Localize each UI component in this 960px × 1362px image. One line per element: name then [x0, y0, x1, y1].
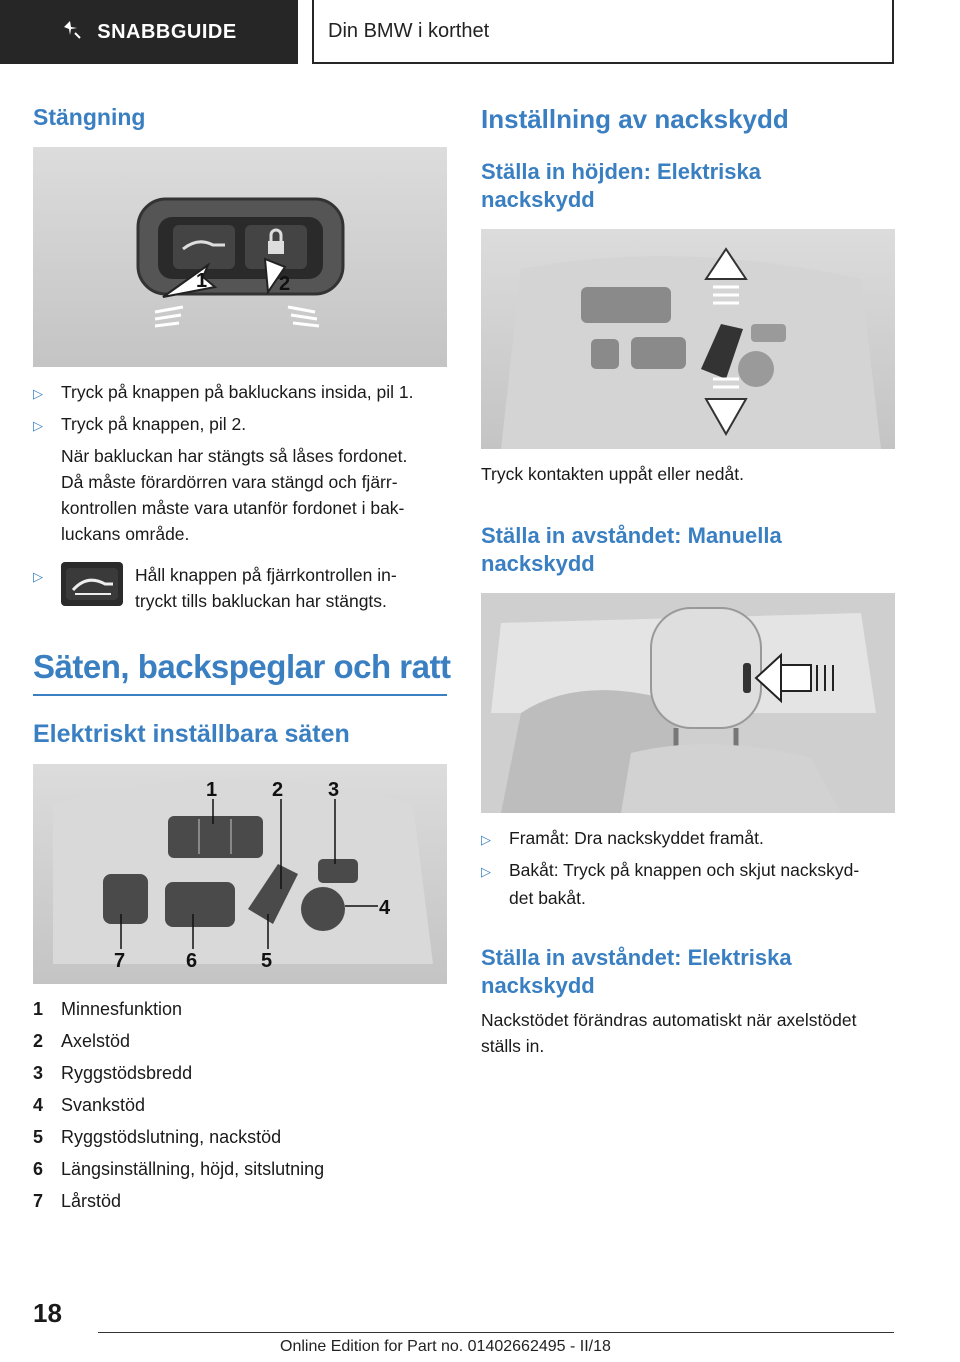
sparkle-icon [61, 18, 83, 46]
seat-legend-list [33, 993, 453, 1217]
closing-heading: Stängning [33, 104, 146, 130]
remote-bullet [33, 562, 61, 590]
bullet-triangle-icon: ▷ [481, 832, 491, 847]
electric-text: Nackstödet förändras automatiskt när axelstödet ställs in. [481, 1010, 857, 1056]
bullet-triangle-icon: ▷ [481, 864, 491, 879]
closing-bullet-1: ▷ Tryck på knappen på bakluckans insida, pil 1. [33, 379, 453, 407]
manual-bullet-1: ▷ Framåt: Dra nackskyddet framåt. [481, 825, 901, 853]
electric-headrest-image [481, 229, 895, 449]
footer-edition: Online Edition for Part no. 01402662495 - II/18 [280, 1338, 611, 1355]
list-item: 1 Minnesfunktion [33, 999, 183, 1019]
list-item: 4 Svankstöd [33, 1095, 146, 1115]
list-item: 2 Axelstöd [33, 1031, 131, 1051]
header-tab[interactable] [0, 0, 298, 64]
callout-5: 5 [261, 950, 273, 972]
manual-headrest-image [481, 593, 895, 813]
section-divider [33, 694, 447, 696]
remote-bullet-text: Håll knappen på fjärrkontrollen in- tryckt tills bakluckan har stängts. [135, 565, 397, 611]
callout-6: 6 [186, 950, 198, 972]
manual-heading: Ställa in avståndet: Manuella nackskydd [481, 523, 782, 576]
list-item: 7 Lårstöd [33, 1191, 122, 1211]
footer-divider [98, 1332, 894, 1333]
bullet-triangle-icon: ▷ [33, 386, 43, 401]
list-item: 5 Ryggstödslutning, nackstöd [33, 1127, 282, 1147]
car-remote-icon [61, 562, 123, 606]
callout-7: 7 [114, 950, 126, 972]
header-title: Din BMW i korthet [328, 19, 490, 42]
trunk-arrow-2-label: 2 [279, 273, 291, 295]
headrest-heading: Inställning av nackskydd [481, 104, 789, 134]
electric-heading: Ställa in avståndet: Elektriska nackskydd [481, 945, 792, 998]
header-title-box [312, 0, 894, 64]
trunk-buttons-image [33, 147, 447, 367]
closing-bullet-2: ▷ Tryck på knappen, pil 2. [33, 411, 453, 439]
trunk-arrow-1-label: 1 [196, 270, 208, 292]
list-item: 6 Längsinställning, höjd, sitslutning [33, 1159, 325, 1179]
page-number: 18 [33, 1298, 62, 1328]
height-heading: Ställa in höjden: Elektriska nackskydd [481, 159, 761, 212]
height-text: Tryck kontakten uppåt eller nedåt. [481, 464, 744, 484]
callout-1: 1 [206, 779, 218, 801]
header-tab-label: SNABBGUIDE [97, 20, 237, 43]
bullet-triangle-icon: ▷ [33, 569, 43, 584]
callout-3: 3 [328, 779, 340, 801]
list-item: 3 Ryggstödsbredd [33, 1063, 193, 1083]
bullet-triangle-icon: ▷ [33, 418, 43, 433]
callout-2: 2 [272, 779, 284, 801]
manual-bullet-2: ▷ Bakåt: Tryck på knappen och skjut nackskyd- det bakåt. [481, 860, 860, 908]
seat-controls-image [33, 764, 447, 984]
callout-4: 4 [379, 897, 391, 919]
section-title: Säten, backspeglar och ratt [33, 648, 451, 685]
seats-heading: Elektriskt inställbara säten [33, 720, 350, 748]
closing-paragraph: När bakluckan har stängts så låses fordonet. Då måste förardörren vara stängd och fjärr- kontrollen måste vara utanför fordonet i bak- luckans område. [61, 446, 408, 544]
